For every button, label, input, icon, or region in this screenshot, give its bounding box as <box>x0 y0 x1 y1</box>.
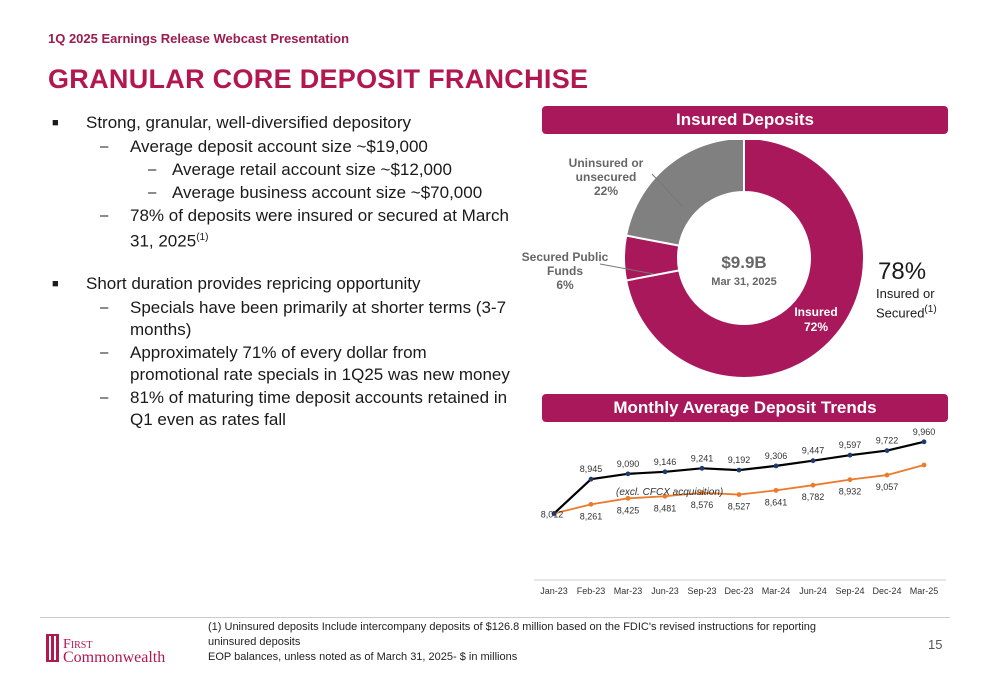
bullet-item: – Average retail account size ~$12,000 <box>148 160 452 179</box>
footer-divider <box>40 617 950 618</box>
excl-acquisition-point <box>737 492 742 497</box>
footnotes <box>208 620 848 665</box>
dash-bullet-icon: – <box>100 207 109 224</box>
footnote-1: (1) Uninsured deposits Include intercompany deposits of $126.8 million based on the FDIC's revised instructions for reporting uninsured deposits <box>208 621 817 648</box>
dash-bullet-icon: – <box>148 184 157 201</box>
uninsured-slice <box>626 140 744 246</box>
secured-pct: 6% <box>556 278 574 292</box>
company-logo <box>46 633 196 672</box>
total-deposits-label: 9,960 <box>912 426 936 437</box>
total-deposits-point <box>589 477 594 482</box>
dash-bullet-icon: – <box>148 161 157 178</box>
excl-acquisition-point <box>589 502 594 507</box>
excl-acquisition-label: 8,641 <box>764 497 788 508</box>
secured-label: Secured Public <box>521 250 609 264</box>
total-deposits-point <box>811 458 816 463</box>
deposit-trends-banner: Monthly Average Deposit Trends <box>542 394 948 422</box>
uninsured-label-2: unsecured <box>575 170 637 184</box>
total-deposits-label: 9,722 <box>875 435 899 446</box>
total-deposits-label: 8,012 <box>540 509 564 520</box>
secured-label-2: Funds <box>547 264 583 278</box>
insured-deposits-donut <box>520 140 880 380</box>
excl-acquisition-label: 9,057 <box>875 482 899 493</box>
insured-secured-percent: 78% <box>878 258 927 285</box>
bullet-list <box>48 112 518 431</box>
insured-pct: 72% <box>803 320 829 334</box>
x-tick-label: Sep-24 <box>835 586 865 596</box>
bullet-item: – Specials have been primarily at shorter terms (3-7 months) <box>100 297 507 339</box>
logo-first: First <box>63 637 93 652</box>
total-deposits-label: 9,090 <box>616 458 640 469</box>
total-deposits-point <box>922 439 927 444</box>
logo-commonwealth: Commonwealth <box>63 649 166 666</box>
donut-center-value: $9.9B <box>721 253 767 272</box>
total-deposits-point <box>626 471 631 476</box>
excl-acquisition-label: 8,481 <box>653 503 677 514</box>
excl-acquisition-point <box>922 463 927 468</box>
excl-acquisition-label: 8,782 <box>801 492 825 503</box>
page-number: 15 <box>928 637 943 652</box>
total-deposits-point <box>663 469 668 474</box>
excl-acquisition-label: 8,261 <box>579 511 603 522</box>
bullet-item: – 81% of maturing time deposit accounts retained in Q1 even as rates fall <box>100 387 508 429</box>
total-deposits-point <box>737 468 742 473</box>
excl-acquisition-label: 8,932 <box>838 486 862 497</box>
bullet-item: – Average deposit account size ~$19,000 <box>100 137 428 156</box>
uninsured-label: Uninsured or <box>568 156 644 170</box>
series-annotation: (excl. CFCX acquisition) <box>616 487 724 498</box>
x-tick-label: Feb-23 <box>576 586 606 596</box>
excl-acquisition-label: 8,576 <box>690 499 714 510</box>
presentation-title: 1Q 2025 Earnings Release Webcast Presentation <box>48 31 350 46</box>
excl-acquisition-point <box>885 473 890 478</box>
dash-bullet-icon: – <box>100 138 109 155</box>
donut-center-date: Mar 31, 2025 <box>711 276 777 288</box>
footnote-2: EOP balances, unless noted as of March 31, 2025- $ in millions <box>208 651 518 663</box>
insured-secured-caption: Insured or Secured$^{(1)}$ <box>876 286 937 321</box>
total-deposits-point <box>885 448 890 453</box>
excl-acquisition-point <box>774 488 779 493</box>
total-deposits-label: 9,146 <box>653 456 677 467</box>
excl-acquisition-point <box>848 477 853 482</box>
total-deposits-point <box>848 453 853 458</box>
total-deposits-point <box>700 466 705 471</box>
dash-bullet-icon: – <box>100 343 109 361</box>
x-tick-label: Jun-23 <box>651 586 679 596</box>
deposit-trends-chart <box>530 425 950 605</box>
x-tick-label: Dec-24 <box>872 586 902 596</box>
total-deposits-label: 9,447 <box>801 445 825 456</box>
bullet-item: – 78% of deposits were insured or secured at March 31, 2025$^{(1)}$ <box>100 206 509 251</box>
excl-acquisition-label: 8,425 <box>616 505 640 516</box>
total-deposits-label: 9,241 <box>690 453 714 464</box>
square-bullet-icon: ■ <box>52 117 59 129</box>
x-tick-label: Mar-23 <box>613 586 643 596</box>
excl-acquisition-point <box>811 483 816 488</box>
total-deposits-label: 9,192 <box>727 455 751 466</box>
bullet-item: ■ Short duration provides repricing opportunity <box>52 273 421 293</box>
dash-bullet-icon: – <box>100 388 109 406</box>
x-tick-label: Jan-23 <box>540 586 568 596</box>
total-deposits-label: 9,597 <box>838 440 862 451</box>
insured-deposits-banner: Insured Deposits <box>542 106 948 134</box>
x-tick-label: Dec-23 <box>724 586 754 596</box>
bullet-item: – Average business account size ~$70,000 <box>148 183 483 202</box>
x-tick-label: Sep-23 <box>687 586 717 596</box>
x-tick-label: Mar-25 <box>909 586 939 596</box>
bullet-item: – Approximately 71% of every dollar from promotional rate specials in 1Q25 was new money <box>100 342 510 384</box>
total-deposits-label: 8,945 <box>579 464 603 475</box>
excl-acquisition-label: 8,527 <box>727 501 751 512</box>
insured-label: Insured <box>794 305 838 319</box>
x-tick-label: Jun-24 <box>799 586 827 596</box>
total-deposits-label: 9,306 <box>764 450 788 461</box>
slide-title: GRANULAR CORE DEPOSIT FRANCHISE <box>48 64 589 94</box>
uninsured-pct: 22% <box>593 184 619 198</box>
square-bullet-icon: ■ <box>52 277 59 290</box>
x-tick-label: Mar-24 <box>761 586 791 596</box>
dash-bullet-icon: – <box>100 298 109 316</box>
bullet-item: ■ Strong, granular, well-diversified depository <box>52 113 412 132</box>
total-deposits-point <box>774 463 779 468</box>
